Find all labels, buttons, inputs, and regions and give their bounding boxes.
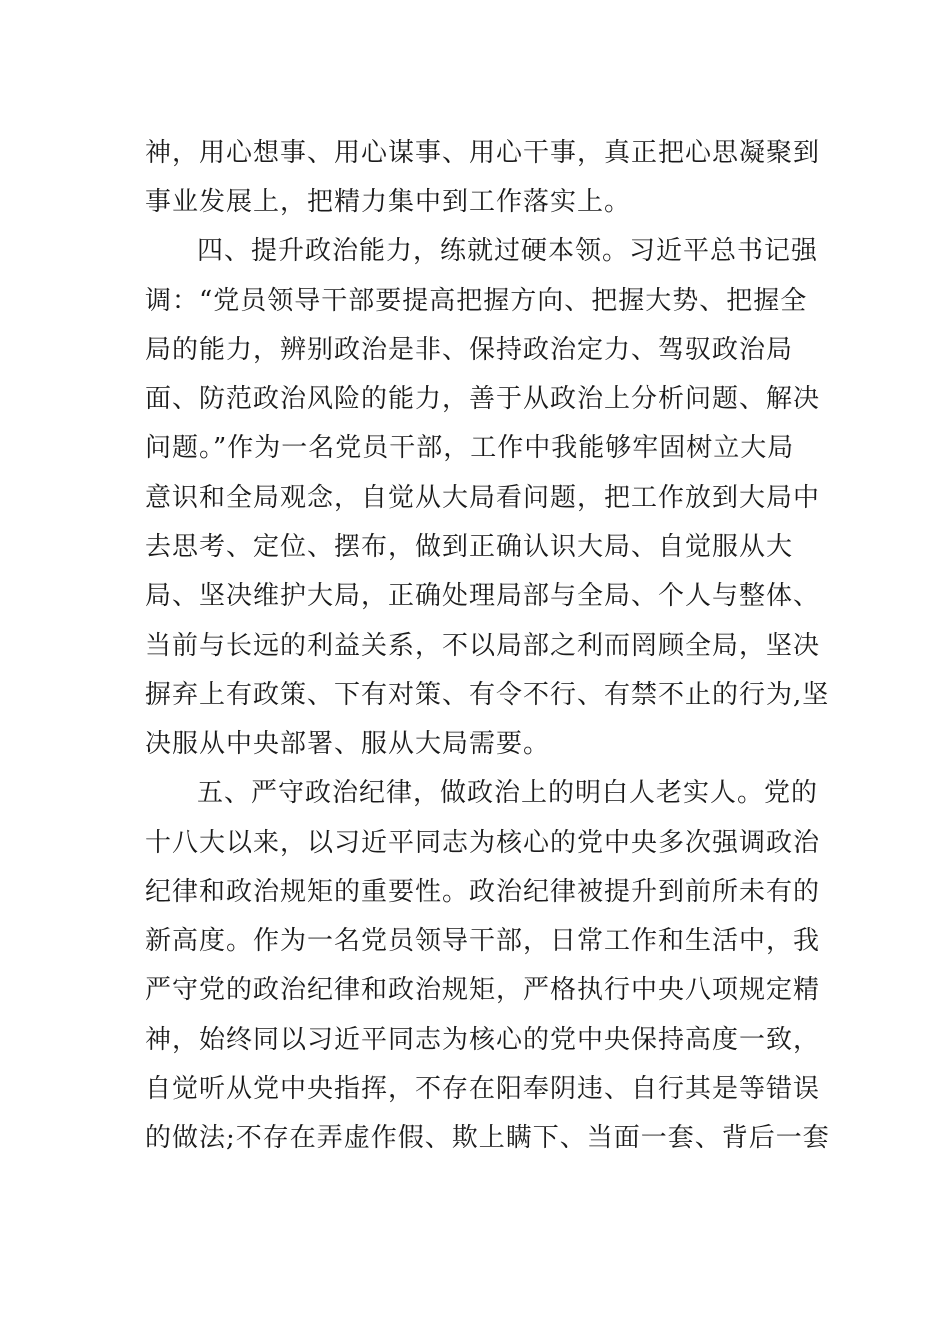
text-line: 意识和全局观念，自觉从大局看问题，把工作放到大局中	[145, 483, 821, 513]
text-line: 自觉听从党中央指挥，不存在阳奉阴违、自行其是等错误	[145, 1074, 821, 1104]
text-line: 局、坚决维护大局，正确处理局部与全局、个人与整体、	[145, 581, 821, 611]
text-line: 神，始终同以习近平同志为核心的党中央保持高度一致，	[145, 1025, 821, 1055]
text-line: 神，用心想事、用心谋事、用心干事，真正把心思凝聚到	[145, 138, 821, 168]
text-line: 面、防范政治风险的能力，善于从政治上分析问题、解决	[145, 384, 821, 414]
text-line: 调：“党员领导干部要提高把握方向、把握大势、把握全	[145, 286, 808, 316]
text-line: 决服从中央部署、服从大局需要。	[145, 729, 551, 759]
text-line: 事业发展上，把精力集中到工作落实上。	[145, 187, 632, 217]
paragraph-heading-4: 四、提升政治能力，练就过硬本领。习近平总书记强	[197, 236, 819, 266]
text-line: 摒弃上有政策、下有对策、有令不行、有禁不止的行为,坚	[145, 680, 830, 710]
paragraph-heading-5: 五、严守政治纪律，做政治上的明白人老实人。党的	[197, 778, 819, 808]
text-line: 十八大以来，以习近平同志为核心的党中央多次强调政治	[145, 828, 821, 858]
text-line: 去思考、定位、摆布，做到正确认识大局、自觉服从大	[145, 532, 794, 562]
text-line: 问题。”作为一名党员干部，工作中我能够牢固树立大局	[145, 433, 795, 463]
text-line: 新高度。作为一名党员领导干部，日常工作和生活中，我	[145, 926, 821, 956]
text-line: 纪律和政治规矩的重要性。政治纪律被提升到前所未有的	[145, 877, 821, 907]
text-line: 严守党的政治纪律和政治规矩，严格执行中央八项规定精	[145, 975, 821, 1005]
text-line: 当前与长远的利益关系，不以局部之利而罔顾全局，坚决	[145, 631, 821, 661]
text-line: 局的能力，辨别政治是非、保持政治定力、驾驭政治局	[145, 335, 794, 365]
text-line: 的做法;不存在弄虚作假、欺上瞒下、当面一套、背后一套	[145, 1123, 830, 1153]
